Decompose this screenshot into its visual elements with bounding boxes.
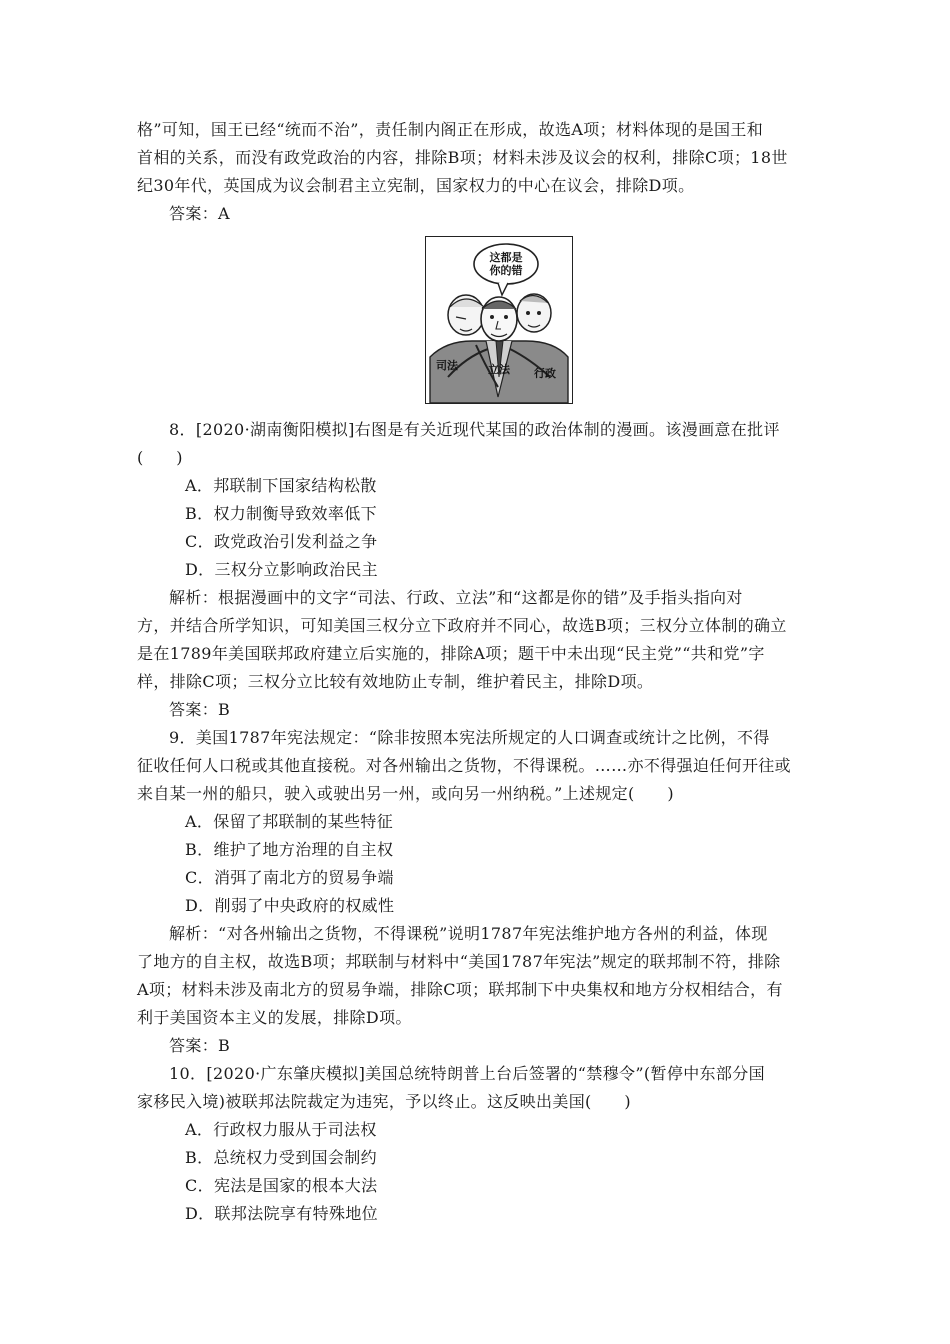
label-judicial: 司法 bbox=[436, 359, 458, 372]
intro-analysis-line: 格”可知，国王已经“统而不治”，责任制内阁正在形成，故选A项；材料体现的是国王和 bbox=[137, 120, 764, 139]
q9-stem-line: 来自某一州的船只，驶入或驶出另一州，或向另一州纳税。”上述规定( ) bbox=[137, 784, 674, 803]
q10-option-d: D．联邦法院享有特殊地位 bbox=[185, 1204, 379, 1223]
q8-option-c: C．政党政治引发利益之争 bbox=[185, 532, 378, 551]
q8-stem: 8．[2020·湖南衡阳模拟]右图是有关近现代某国的政治体制的漫画。该漫画意在批评 bbox=[169, 420, 780, 439]
cartoon-figure bbox=[137, 236, 813, 408]
q10-stem-line: 10．[2020·广东肇庆模拟]美国总统特朗普上台后签署的“禁穆令”(暂停中东部分国 bbox=[169, 1064, 765, 1083]
q9-stem-line: 征收任何人口税或其他直接税。对各州输出之货物，不得课税。……亦不得强迫任何开往或 bbox=[137, 756, 792, 775]
q9-answer: 答案：B bbox=[169, 1036, 231, 1055]
q9-option-d: D．削弱了中央政府的权威性 bbox=[185, 896, 395, 915]
q10-stem-line: 家移民入境)被联邦法院裁定为违宪，予以终止。这反映出美国( ) bbox=[137, 1092, 631, 1111]
q9-analysis-line: 了地方的自主权，故选B项；邦联制与材料中“美国1787年宪法”规定的联邦制不符，排除 bbox=[137, 952, 781, 971]
q10-option-a: A．行政权力服从于司法权 bbox=[185, 1120, 377, 1139]
speech-bubble-line: 你的错 bbox=[489, 264, 523, 277]
q8-option-a: A．邦联制下国家结构松散 bbox=[185, 476, 377, 495]
q9-analysis-line: 利于美国资本主义的发展，排除D项。 bbox=[137, 1008, 412, 1027]
intro-analysis-line: 纪30年代，英国成为议会制君主立宪制，国家权力的中心在议会，排除D项。 bbox=[137, 176, 695, 195]
q8-option-d: D．三权分立影响政治民主 bbox=[185, 560, 379, 579]
cartoon-image bbox=[425, 236, 573, 404]
speech-bubble-line: 这都是 bbox=[489, 251, 523, 264]
q8-stem-continued: ( ) bbox=[137, 448, 183, 467]
q9-option-c: C．消弭了南北方的贸易争端 bbox=[185, 868, 394, 887]
q9-analysis-line: A项；材料未涉及南北方的贸易争端，排除C项；联邦制下中央集权和地方分权相结合，有 bbox=[137, 980, 783, 999]
q8-option-b: B．权力制衡导致效率低下 bbox=[185, 504, 377, 523]
q9-option-b: B．维护了地方治理的自主权 bbox=[185, 840, 394, 859]
q8-analysis-line: 方，并结合所学知识，可知美国三权分立下政府并不同心，故选B项；三权分立体制的确立 bbox=[137, 616, 787, 635]
q10-option-b: B．总统权力受到国会制约 bbox=[185, 1148, 377, 1167]
q8-analysis-line: 是在1789年美国联邦政府建立后实施的，排除A项；题干中未出现“民主党”“共和党”字 bbox=[137, 644, 765, 663]
intro-answer: 答案：A bbox=[169, 204, 230, 223]
speech-bubble-text bbox=[484, 251, 528, 277]
q9-analysis-line: 解析：“对各州输出之货物，不得课税”说明1787年宪法维护地方各州的利益，体现 bbox=[169, 924, 768, 943]
intro-analysis-line: 首相的关系，而没有政党政治的内容，排除B项；材料未涉及议会的权利，排除C项；18世 bbox=[137, 148, 788, 167]
q8-analysis-line: 解析：根据漫画中的文字“司法、行政、立法”和“这都是你的错”及手指头指向对 bbox=[169, 588, 743, 607]
q9-stem-line: 9．美国1787年宪法规定：“除非按照本宪法所规定的人口调查或统计之比例，不得 bbox=[169, 728, 770, 747]
label-executive: 行政 bbox=[534, 367, 556, 380]
q8-analysis-line: 样，排除C项；三权分立比较有效地防止专制，维护着民主，排除D项。 bbox=[137, 672, 654, 691]
label-legislative: 立法 bbox=[488, 363, 510, 376]
document-body bbox=[137, 116, 813, 1228]
q9-option-a: A．保留了邦联制的某些特征 bbox=[185, 812, 394, 831]
q10-option-c: C．宪法是国家的根本大法 bbox=[185, 1176, 378, 1195]
q8-answer: 答案：B bbox=[169, 700, 231, 719]
